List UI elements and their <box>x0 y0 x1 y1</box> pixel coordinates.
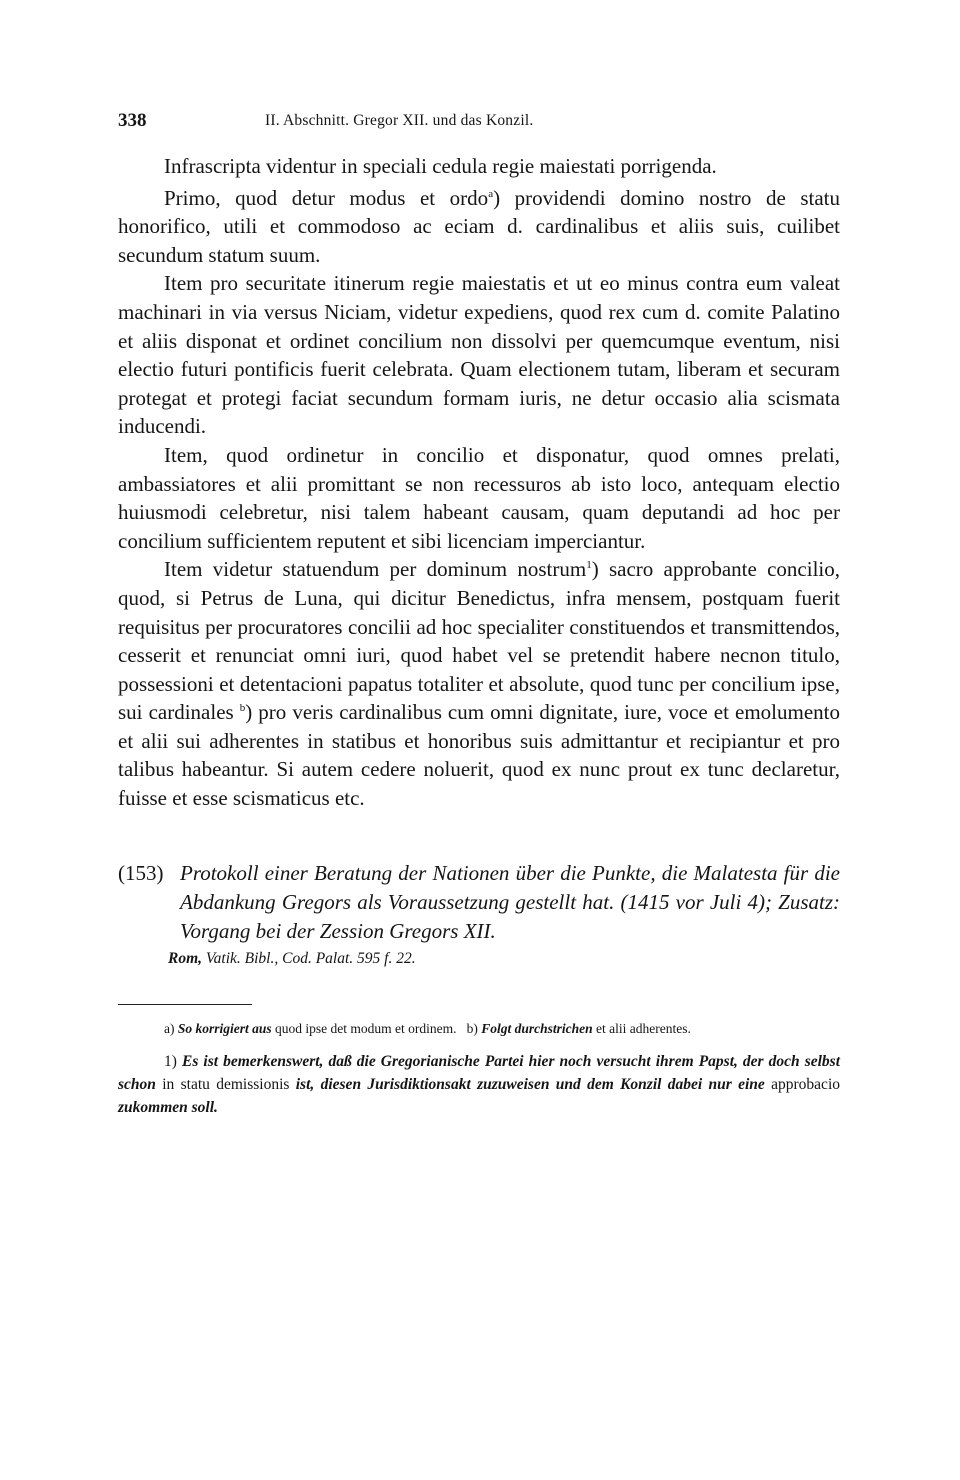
item-paragraph-4 <box>118 555 840 812</box>
footnote-marker-1: 1 <box>586 559 592 572</box>
footnotes <box>118 1019 840 1119</box>
item4-text-c: ) pro veris cardinalibus cum omni dignitate, iure, voce et emolumento et alii sui adherentes in statibus et honoribus suis admittantur et recipiantur et pro talibus habeantur. Si autem cedere noluerit, quod ex nunc prout ex tunc declaretur, fuisse et esse scismaticus etc. <box>118 700 841 811</box>
item1-text-b: ) providendi domino nostro de statu honorifico, utili et commodoso ac eciam d. cardinalibus et aliis suis, cuilibet secundum statum suum. <box>118 185 840 267</box>
footnote-a-italic: So korrigiert aus <box>177 1020 272 1036</box>
page-header <box>118 110 840 144</box>
footnote-a-label: a) <box>164 1020 175 1036</box>
source-place: Rom, <box>168 949 203 967</box>
footnote-divider <box>118 1004 252 1005</box>
main-text <box>118 152 840 813</box>
entry-number: (153) <box>118 860 164 885</box>
footnote-1-italic-2: ist, diesen Jurisdiktionsakt zuzuweisen und dem Konzil dabei nur eine <box>295 1075 765 1093</box>
item-paragraph-2: Item pro securitate itinerum regie maiestatis et ut eo minus contra eum valeat machinari in via versus Niciam, videtur expediens, quod rex cum d. comite Palatino et aliis disponat et ordinet concilium non dissolvi per quemcumque eventum, nisi electio futuri pontificis fuerit celebrata. Quam electionem tutam, liberam et securam protegat et protegi faciat secundum formam iuris, ne detur occasio alia scismata inducendi. <box>118 271 840 439</box>
footnote-b-text: et alii adherentes. <box>596 1020 691 1036</box>
footnote-1-text-2: approbacio <box>771 1075 840 1093</box>
document-entry <box>118 859 840 946</box>
footnote-b-italic: Folgt durchstrichen <box>481 1020 593 1036</box>
entry-title: Protokoll einer Beratung der Nationen über die Punkte, die Malatesta für die Abdankung Gregors als Voraussetzung gestellt hat. (1415 vor Juli 4); Zusatz: Vorgang bei der Zession Gregors XII. <box>180 860 840 943</box>
intro-paragraph: Infrascripta videntur in speciali cedula regie maiestati porrigenda. <box>164 154 717 178</box>
footnote-1-label: 1) <box>164 1052 177 1070</box>
item1-text-a: Primo, quod detur modus et ordo <box>164 185 489 210</box>
item-paragraph-3: Item, quod ordinetur in concilio et disponatur, quod omnes prelati, ambassiatores et alii promittant se non recessuros ab isto loco, antequam electio huiusmodi celebretur, nisi talem habeant causam, quam deputandi ad hoc per concilium sufficientem reputent et sibi licenciam imperciantur. <box>118 442 840 553</box>
source-citation <box>118 948 840 970</box>
footnote-b-label: b) <box>466 1020 478 1036</box>
footnote-marker-a: a <box>488 187 494 200</box>
footnote-1 <box>118 1050 840 1119</box>
footnote-1-italic-1: Es ist bemerkenswert, daß die Gregorianische Partei hier noch versucht ihrem Papst, der doch selbst schon <box>118 1052 841 1093</box>
running-head: II. Abschnitt. Gregor XII. und das Konzil. <box>265 112 534 129</box>
item4-text-b: ) sacro approbante concilio, quod, si Petrus de Luna, qui dicitur Benedictus, infra mensem, postquam fuerit requisitus per procuratores concilii ad hoc specialiter constituendos et transmittendos, cesserit et renunciat omni iuri, quod habet vel se pretendit habere necnon titulo, possessioni et detentacioni papatus totaliter et absolute, quod tunc per concilium ipse, sui cardinales <box>118 557 840 725</box>
document-page <box>118 110 840 1119</box>
footnote-1-italic-3: zukommen soll. <box>118 1098 218 1116</box>
footnote-a-b <box>118 1019 840 1038</box>
item-paragraph-1 <box>118 184 840 270</box>
footnote-a-text: quod ipse det modum et ordinem. <box>275 1020 457 1036</box>
item4-text-a: Item videtur statuendum per dominum nostrum <box>164 557 587 582</box>
page-number: 338 <box>118 110 147 131</box>
footnote-1-text-1: in statu demissionis <box>162 1075 290 1093</box>
source-details: Vatik. Bibl., Cod. Palat. 595 f. 22. <box>205 949 416 967</box>
footnote-marker-b: b <box>239 702 246 715</box>
